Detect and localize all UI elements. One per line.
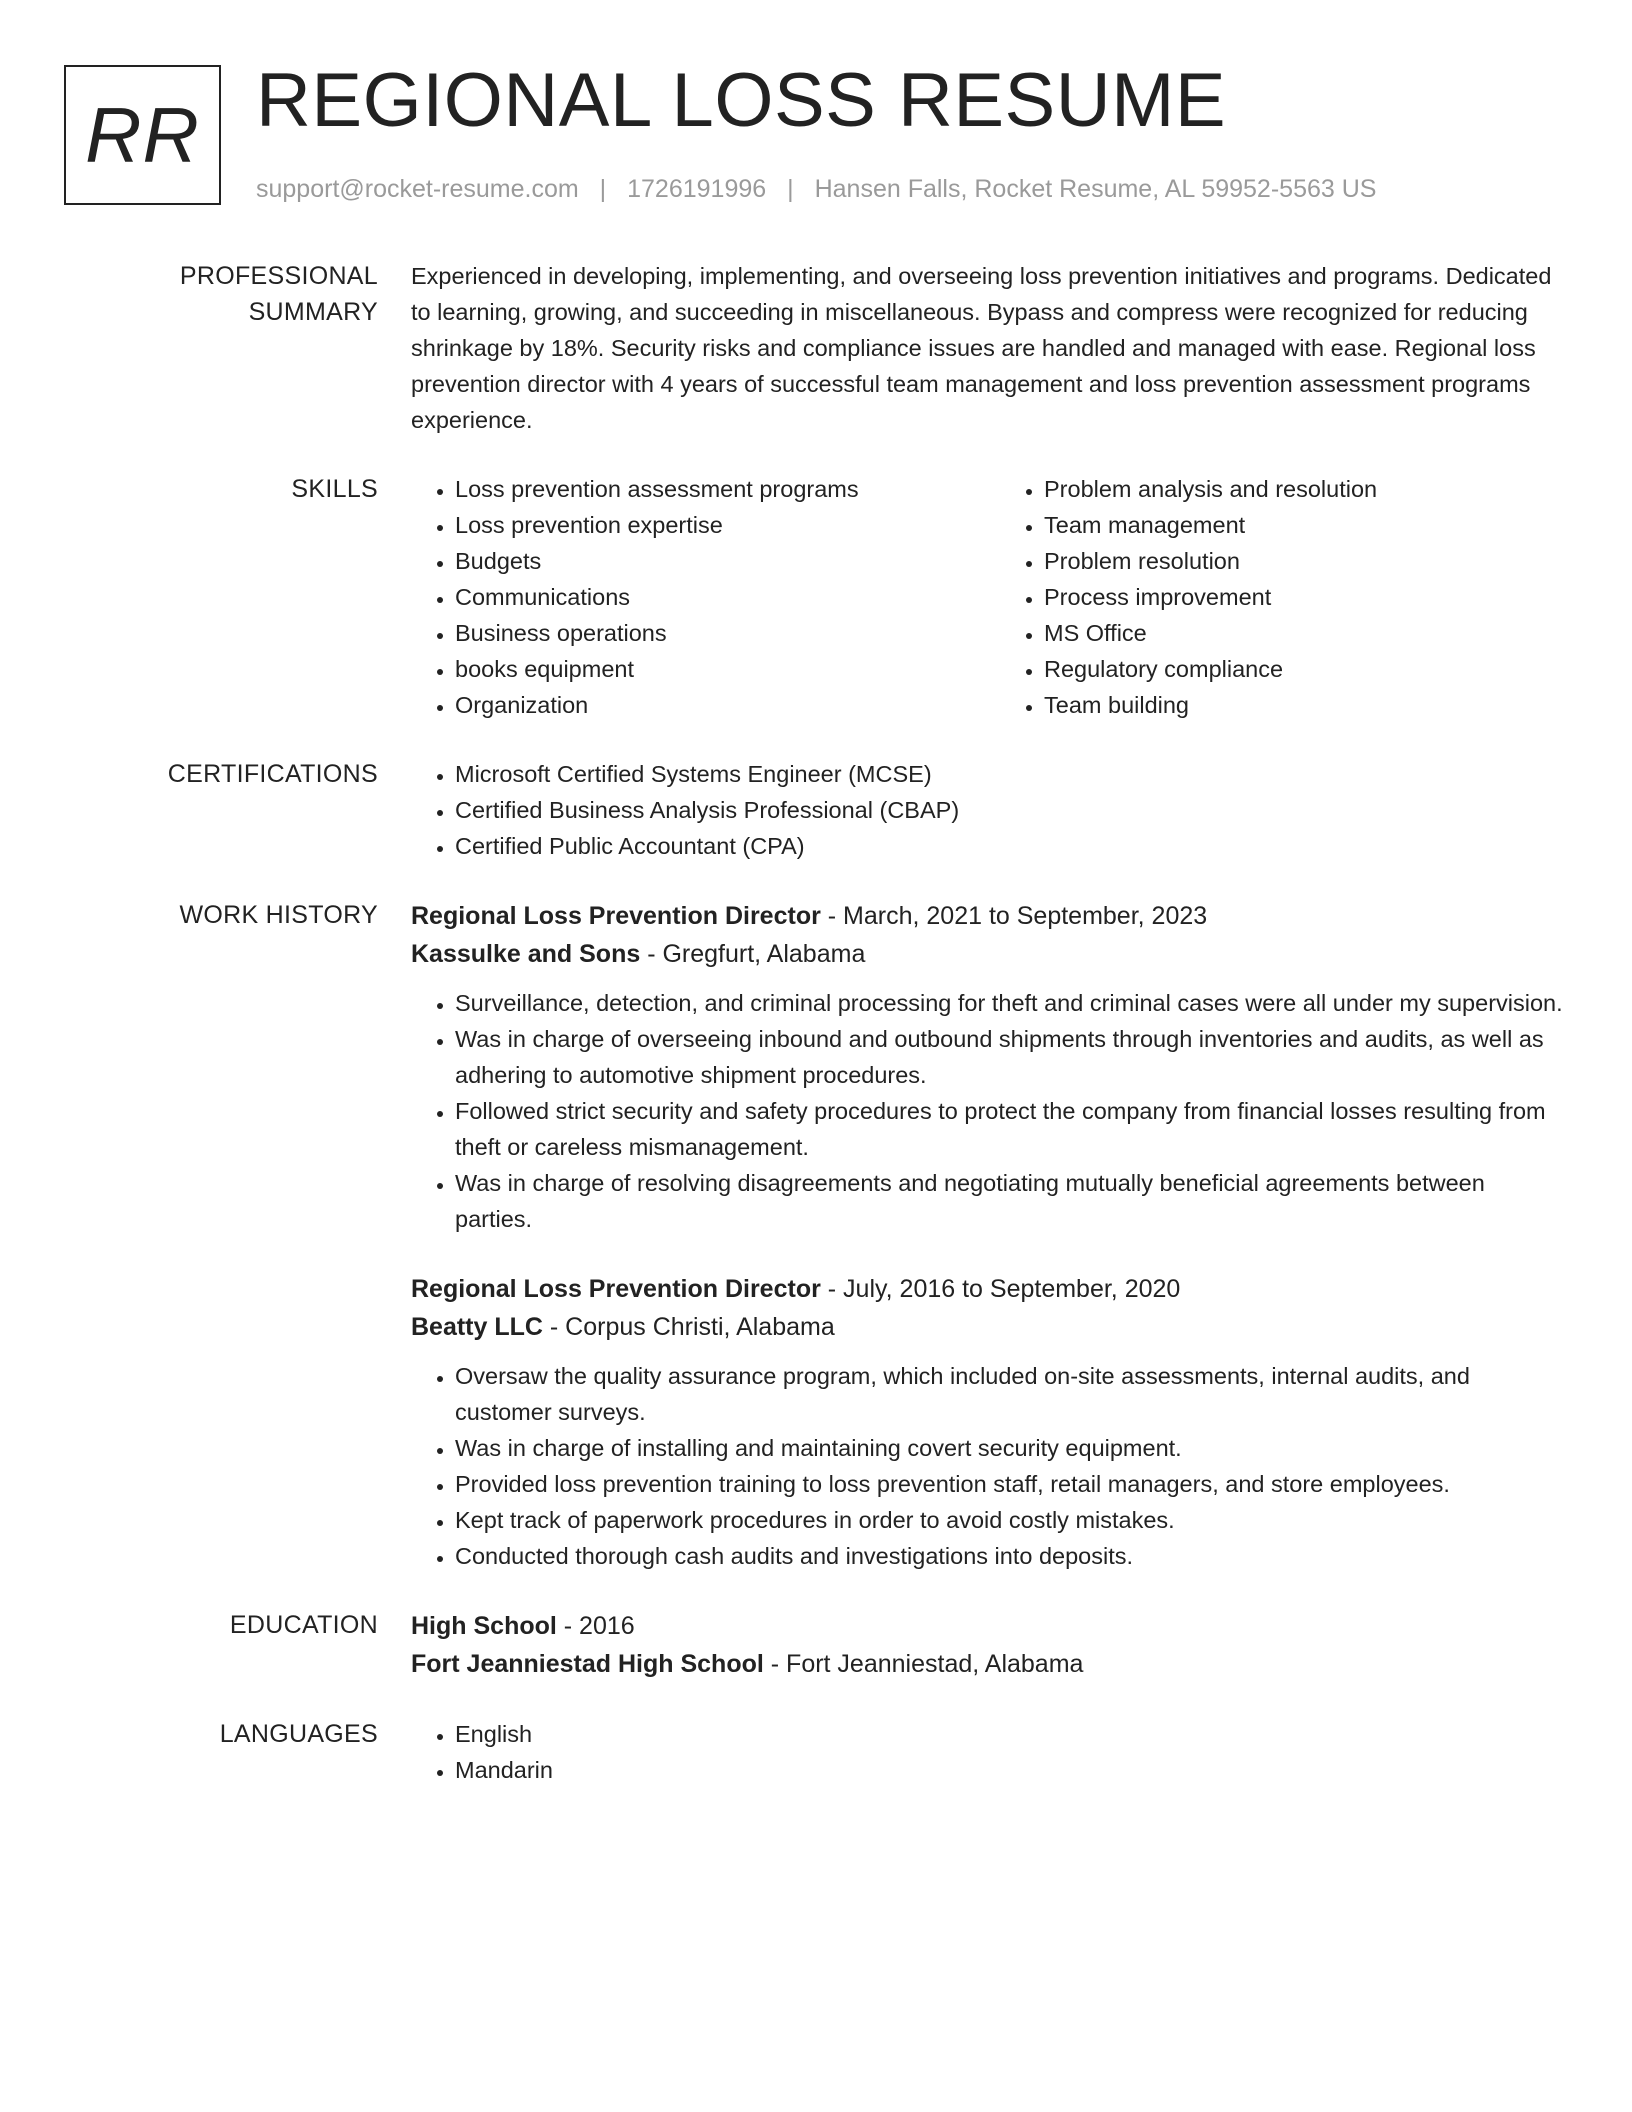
skills-list-left (411, 471, 1000, 723)
skill-item: • Organization (455, 687, 1000, 723)
skill-item: • Regulatory compliance (1044, 651, 1589, 687)
skill-item: • books equipment (455, 651, 1000, 687)
skill-item: • Business operations (455, 615, 1000, 651)
section-label: WORK HISTORY (179, 901, 378, 929)
contact-separator: | (599, 175, 607, 203)
skill-item: • Process improvement (1044, 579, 1589, 615)
skill-item: • Budgets (455, 543, 1000, 579)
resume-content (64, 258, 1564, 1821)
job-company-line (411, 935, 1564, 973)
job-location: - Gregfurt, Alabama (640, 940, 866, 968)
certification-item: • Microsoft Certified Systems Engineer (MCSE) (455, 756, 1564, 792)
job-entry (411, 1270, 1564, 1574)
certifications-list (411, 756, 1564, 864)
section-label: LANGUAGES (219, 1720, 378, 1748)
skills-list-right (1000, 471, 1589, 723)
language-item: • Mandarin (455, 1752, 1564, 1788)
skill-item: • Loss prevention expertise (455, 507, 1000, 543)
certification-item: • Certified Public Accountant (CPA) (455, 828, 1564, 864)
education-year: - 2016 (556, 1612, 635, 1640)
skill-item: • MS Office (1044, 615, 1589, 651)
job-title-line (411, 1270, 1564, 1308)
skill-item: • Loss prevention assessment programs (455, 471, 1000, 507)
job-title: Regional Loss Prevention Director (411, 1275, 821, 1303)
education-degree: High School (411, 1612, 557, 1640)
job-company: Beatty LLC (411, 1313, 543, 1341)
skills-section (64, 471, 1564, 723)
job-dates: - July, 2016 to September, 2020 (820, 1275, 1181, 1303)
job-bullet: • Provided loss prevention training to loss prevention staff, retail managers, and store employees. (455, 1466, 1564, 1502)
job-bullet: • Oversaw the quality assurance program, which included on-site assessments, internal audits, and customer surveys. (455, 1358, 1564, 1430)
section-label: CERTIFICATIONS (167, 760, 378, 788)
certification-item: • Certified Business Analysis Professional (CBAP) (455, 792, 1564, 828)
section-label: EDUCATION (229, 1611, 378, 1639)
monogram-initials: RR (85, 90, 200, 179)
job-entry (411, 897, 1564, 1237)
resume-header (64, 58, 1564, 210)
skill-item: • Team management (1044, 507, 1589, 543)
job-bullet: • Conducted thorough cash audits and investigations into deposits. (455, 1538, 1564, 1574)
job-bullet: • Followed strict security and safety procedures to protect the company from financial losses resulting from theft or careless mismanagement. (455, 1093, 1564, 1165)
job-company-line (411, 1308, 1564, 1346)
summary-text: Experienced in developing, implementing, and overseeing loss prevention initiatives and programs. Dedicated to learning, growing, and succeeding in miscellaneous. Bypass and compress were recognized for reducing shrinkage by 18%. Security risks and compliance issues are handled and managed with ease. Regional loss prevention director with 4 years of successful team management and loss prevention assessment programs experience. (411, 263, 1552, 433)
languages-section (64, 1716, 1564, 1788)
skill-item: • Communications (455, 579, 1000, 615)
education-location: - Fort Jeanniestad, Alabama (763, 1650, 1084, 1678)
job-bullet: • Surveillance, detection, and criminal processing for theft and criminal cases were all under my supervision. (455, 985, 1564, 1021)
job-bullets (411, 985, 1564, 1237)
contact-address: Hansen Falls, Rocket Resume, AL 59952-5563 US (814, 175, 1377, 203)
education-school: Fort Jeanniestad High School (411, 1650, 764, 1678)
resume-title: REGIONAL LOSS RESUME (256, 58, 1227, 143)
job-title: Regional Loss Prevention Director (411, 902, 821, 930)
section-label: PROFESSIONAL SUMMARY (179, 262, 378, 326)
education-section (64, 1607, 1564, 1683)
certifications-section (64, 756, 1564, 864)
skill-item: • Problem analysis and resolution (1044, 471, 1589, 507)
summary-section (64, 258, 1564, 438)
contact-line (256, 175, 1376, 204)
job-bullet: • Kept track of paperwork procedures in order to avoid costly mistakes. (455, 1502, 1564, 1538)
job-bullet: • Was in charge of overseeing inbound and outbound shipments through inventories and audits, as well as adhering to automotive shipment procedures. (455, 1021, 1564, 1093)
job-title-line (411, 897, 1564, 935)
monogram-box (64, 65, 221, 205)
skill-item: • Team building (1044, 687, 1589, 723)
job-bullets (411, 1358, 1564, 1574)
language-item: • English (455, 1716, 1564, 1752)
job-company: Kassulke and Sons (411, 940, 641, 968)
education-degree-line (411, 1607, 1564, 1645)
job-bullet: • Was in charge of installing and maintaining covert security equipment. (455, 1430, 1564, 1466)
contact-separator: | (787, 175, 794, 203)
contact-phone: 1726191996 (627, 175, 767, 203)
job-bullet: • Was in charge of resolving disagreements and negotiating mutually beneficial agreements between parties. (455, 1165, 1564, 1237)
work-history-section (64, 897, 1564, 1574)
languages-list (411, 1716, 1564, 1788)
contact-email: support@rocket-resume.com (256, 175, 579, 203)
education-school-line (411, 1645, 1564, 1683)
job-dates: - March, 2021 to September, 2023 (820, 902, 1208, 930)
job-location: - Corpus Christi, Alabama (542, 1313, 835, 1341)
section-label: SKILLS (291, 475, 378, 503)
skill-item: • Problem resolution (1044, 543, 1589, 579)
